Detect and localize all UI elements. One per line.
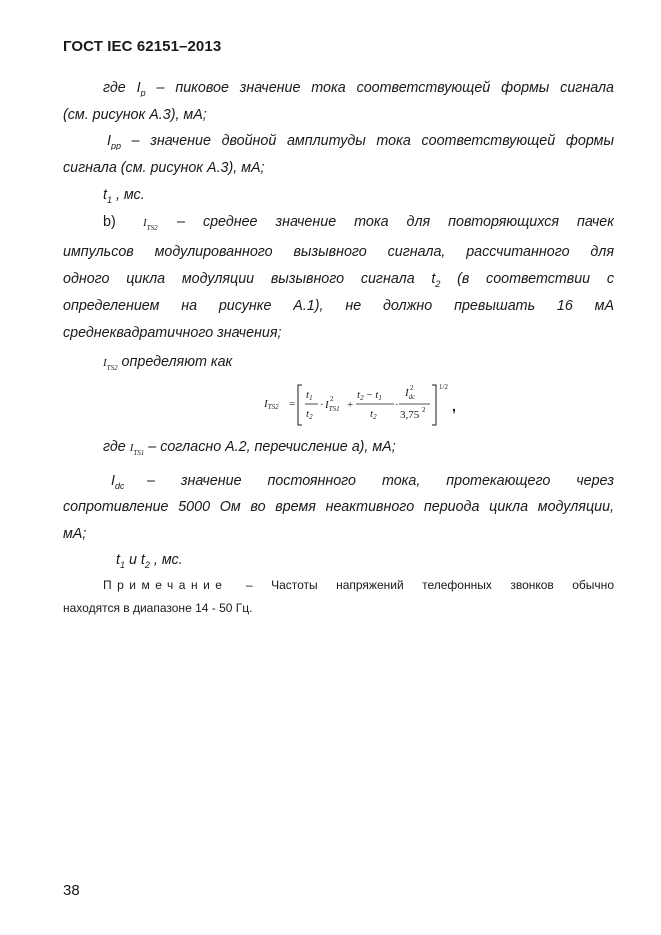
t2-symbol: t (140, 552, 145, 568)
fraction-3-denominator-square: 2 (422, 406, 426, 414)
where-word: где (103, 80, 137, 96)
idc-definition-line-1: – значение постоянного тока, протекающего через (147, 473, 614, 489)
fraction-3-denominator: 3,75 (400, 409, 420, 421)
t2-subscript: 2 (144, 559, 150, 570)
fraction-1-numerator: t1 (306, 389, 313, 402)
formula-its1-square: 2 (330, 395, 334, 403)
ipp-subscript: pp (110, 140, 121, 150)
ip-definition-line-1 (103, 79, 614, 97)
item-b-line-5: среднеквадратичного значения; (63, 325, 282, 341)
defined-as-text: определяют как (117, 354, 233, 370)
t1-unit: , мс. (112, 187, 145, 203)
t1-t2-unit: , мс. (149, 552, 183, 568)
t1-symbol: t (116, 552, 120, 568)
formula-right-bracket (432, 385, 436, 425)
its1-description: – согласно А.2, перечисление а), мА; (144, 439, 396, 455)
fraction-3-numerator-square: 2 (410, 384, 414, 392)
ip-symbol: I (136, 80, 141, 96)
page-number: 38 (63, 882, 80, 899)
item-b-label (103, 213, 143, 231)
formula-left-bracket (298, 385, 302, 425)
ip-subscript: p (140, 87, 146, 97)
formula-plus: + (347, 399, 354, 411)
note-label: Примечание (103, 578, 228, 592)
idc-symbol: I (111, 473, 115, 489)
note-line-1 (103, 577, 614, 593)
ip-definition-line-2: (см. рисунок А.3), мА; (63, 107, 207, 123)
where-word: где (103, 439, 130, 455)
formula-exponent: 1/2 (439, 383, 448, 391)
ipp-definition-line-2: сигнала (см. рисунок А.3), мА; (63, 160, 265, 176)
t1-definition-line (103, 186, 614, 204)
idc-definition-line-3: мА; (63, 526, 87, 542)
fraction-3-numerator: $I_{dc}$ (405, 387, 416, 401)
its2-symbol: I (103, 357, 107, 369)
item-b-line-3-start: одного цикла модуляции вызывного сигнала (63, 271, 432, 287)
its2-subscript: TS2 (146, 223, 158, 232)
t2-subscript: 2 (435, 278, 441, 288)
t1-subscript: 1 (106, 194, 112, 205)
its1-symbol: I (129, 442, 134, 454)
formula-its1: $I_{TS1}$ (325, 399, 340, 413)
idc-definition-line-2: сопротивление 5000 Ом во время неактивного периода цикла модуляции, (63, 499, 614, 515)
formula-equals: = (289, 398, 296, 410)
document-code-header: ГОСТ IEC 62151–2013 (63, 38, 222, 55)
note-text: – Частоты напряжений телефонных звонков обычно (227, 578, 614, 592)
idc-subscript: dc (114, 480, 125, 491)
item-b-line-2: импульсов модулированного вызывного сигнала, рассчитанного для (63, 244, 614, 260)
formula-lhs: ITS2 (264, 398, 279, 411)
formula-trailing-comma: , (452, 398, 456, 414)
t1-t2-definition-line (116, 551, 416, 569)
t1-subscript: 1 (119, 559, 125, 570)
its1-subscript: TS1 (133, 448, 145, 457)
t1-symbol: t (103, 187, 107, 203)
note-line-2: находятся в диапазоне 14 - 50 Гц. (63, 601, 253, 615)
ipp-symbol: I (107, 133, 111, 149)
ip-description: – пиковое значение тока соответствующей формы сигнала (145, 80, 614, 96)
t2-symbol: t (431, 271, 436, 287)
fraction-2-denominator: t2 (370, 408, 377, 421)
its2-subscript: TS2 (106, 363, 118, 372)
formula-dot-2: · (395, 399, 399, 411)
item-b-line-3-end: (в соответствии с (440, 271, 614, 287)
fraction-2-numerator: t2 − t1 (357, 389, 382, 402)
its2-defined-as-line (103, 353, 403, 372)
item-b-line-3 (63, 270, 614, 288)
its2-formula (262, 380, 472, 428)
fraction-1-denominator: t2 (306, 408, 313, 421)
ipp-definition-line-1 (107, 132, 614, 150)
and-word: и (125, 552, 141, 568)
its2-symbol: I (143, 217, 147, 229)
item-b-line-4: определением на рисунке А.1), не должно превышать 16 мА (63, 298, 614, 314)
item-b-line-1: – среднее значение тока для повторяющихся пачек (177, 214, 614, 230)
formula-dot-1: · (320, 399, 324, 411)
its1-definition-line (103, 438, 614, 457)
item-b-marker: b) (103, 214, 116, 230)
ipp-description: – значение двойной амплитуды тока соответствующей формы (121, 133, 614, 149)
